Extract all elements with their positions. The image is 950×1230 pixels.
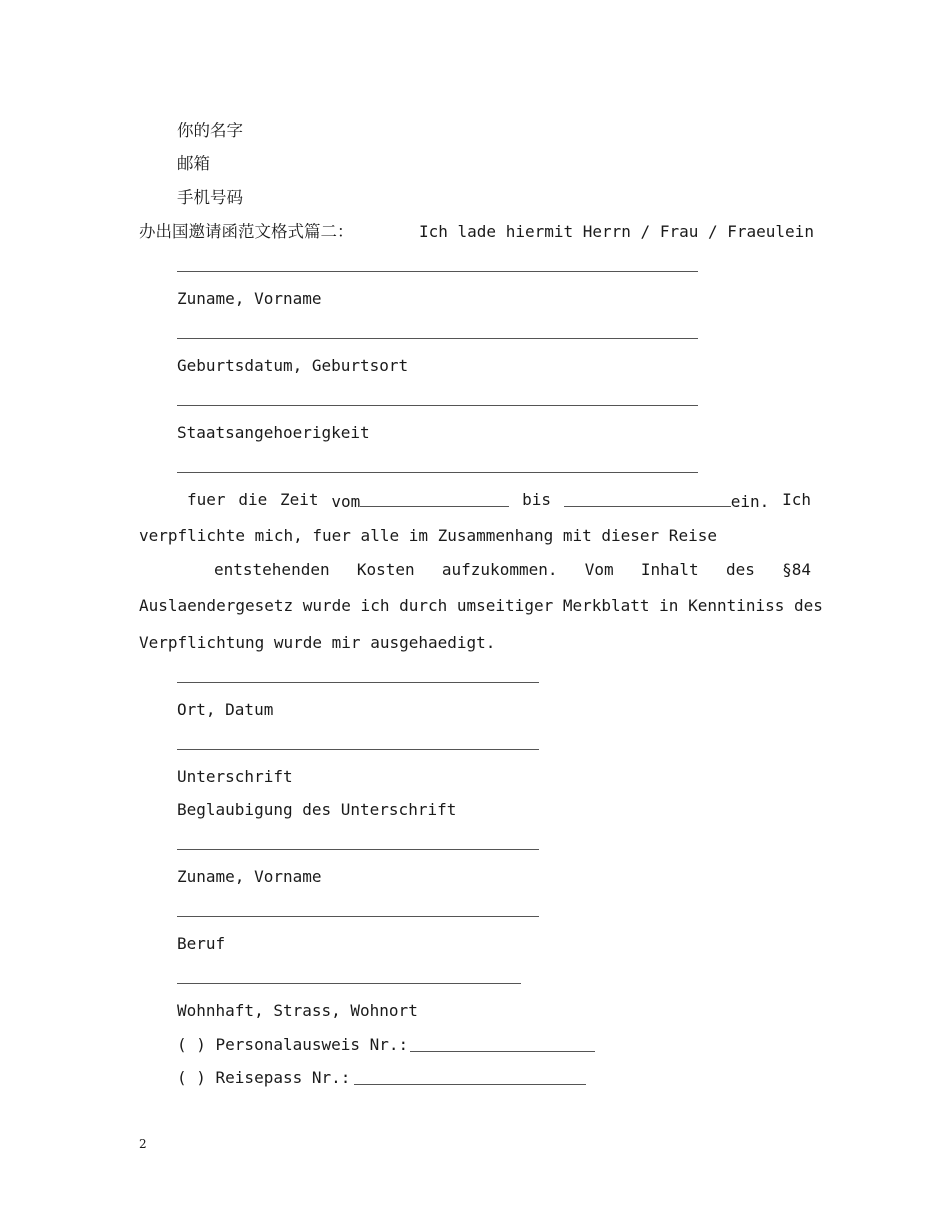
invitee-birth-line (177, 338, 698, 339)
signature-line (177, 749, 539, 750)
line3-word: Inhalt (640, 560, 699, 579)
invitee-nationality-line (177, 405, 698, 406)
cert-name-line (177, 849, 539, 850)
job-line (177, 916, 539, 917)
body-line-5: Verpflichtung wurde mir ausgehaedigt. (139, 633, 496, 652)
id-card-label: ( ) Personalausweis Nr.: (177, 1035, 409, 1054)
line3-word: des (725, 560, 755, 579)
address-label: Wohnhaft, Strass, Wohnort (177, 1001, 418, 1020)
page-number: 2 (139, 1137, 147, 1151)
from-date-blank (360, 490, 509, 507)
certification-label: Beglaubigung des Unterschrift (177, 800, 457, 819)
job-label: Beruf (177, 934, 226, 953)
to-date-blank (564, 490, 731, 507)
line3-word: Vom (584, 560, 614, 579)
body-line-2: verpflichte mich, fuer alle im Zusammenhang mit dieser Reise (139, 526, 717, 545)
place-date-line (177, 682, 539, 683)
invitee-name-label: Zuname, Vorname (177, 289, 322, 308)
line3-word: §84 (782, 560, 811, 579)
email-label: 邮箱 (177, 154, 210, 173)
invitee-nationality-label: Staatsangehoerigkeit (177, 423, 370, 442)
cert-name-label: Zuname, Vorname (177, 867, 322, 886)
section-heading: 办出国邀请函范文格式篇二： (139, 222, 354, 241)
line3-word: entstehenden (214, 560, 330, 579)
name-label: 你的名字 (177, 121, 243, 140)
word-die: die (238, 490, 268, 509)
intro-text: Ich lade hiermit Herrn / Frau / Fraeulein (419, 222, 814, 241)
id-card-line (410, 1051, 595, 1052)
word-ich: Ich (782, 490, 811, 509)
phone-label: 手机号码 (177, 188, 243, 207)
word-fuer: fuer (187, 490, 226, 509)
passport-label: ( ) Reisepass Nr.: (177, 1068, 351, 1087)
from-date-group: vom (331, 490, 509, 512)
invitee-birth-label: Geburtsdatum, Geburtsort (177, 356, 409, 375)
place-date-label: Ort, Datum (177, 700, 274, 719)
invitee-name-line (177, 271, 698, 272)
body-line-3 (214, 560, 811, 580)
word-zeit: Zeit (280, 490, 319, 509)
to-date-group: ein. (564, 490, 770, 512)
address-line (177, 983, 521, 984)
line3-word: Kosten (356, 560, 415, 579)
passport-line (354, 1084, 586, 1085)
body-line-4: Auslaendergesetz wurde ich durch umseitiger Merkblatt in Kenntiniss des (139, 596, 823, 615)
signature-label: Unterschrift (177, 767, 293, 786)
word-bis: bis (522, 490, 551, 509)
invitee-extra-line (177, 472, 698, 473)
body-line-1 (187, 490, 811, 512)
line3-word: aufzukommen. (441, 560, 558, 579)
